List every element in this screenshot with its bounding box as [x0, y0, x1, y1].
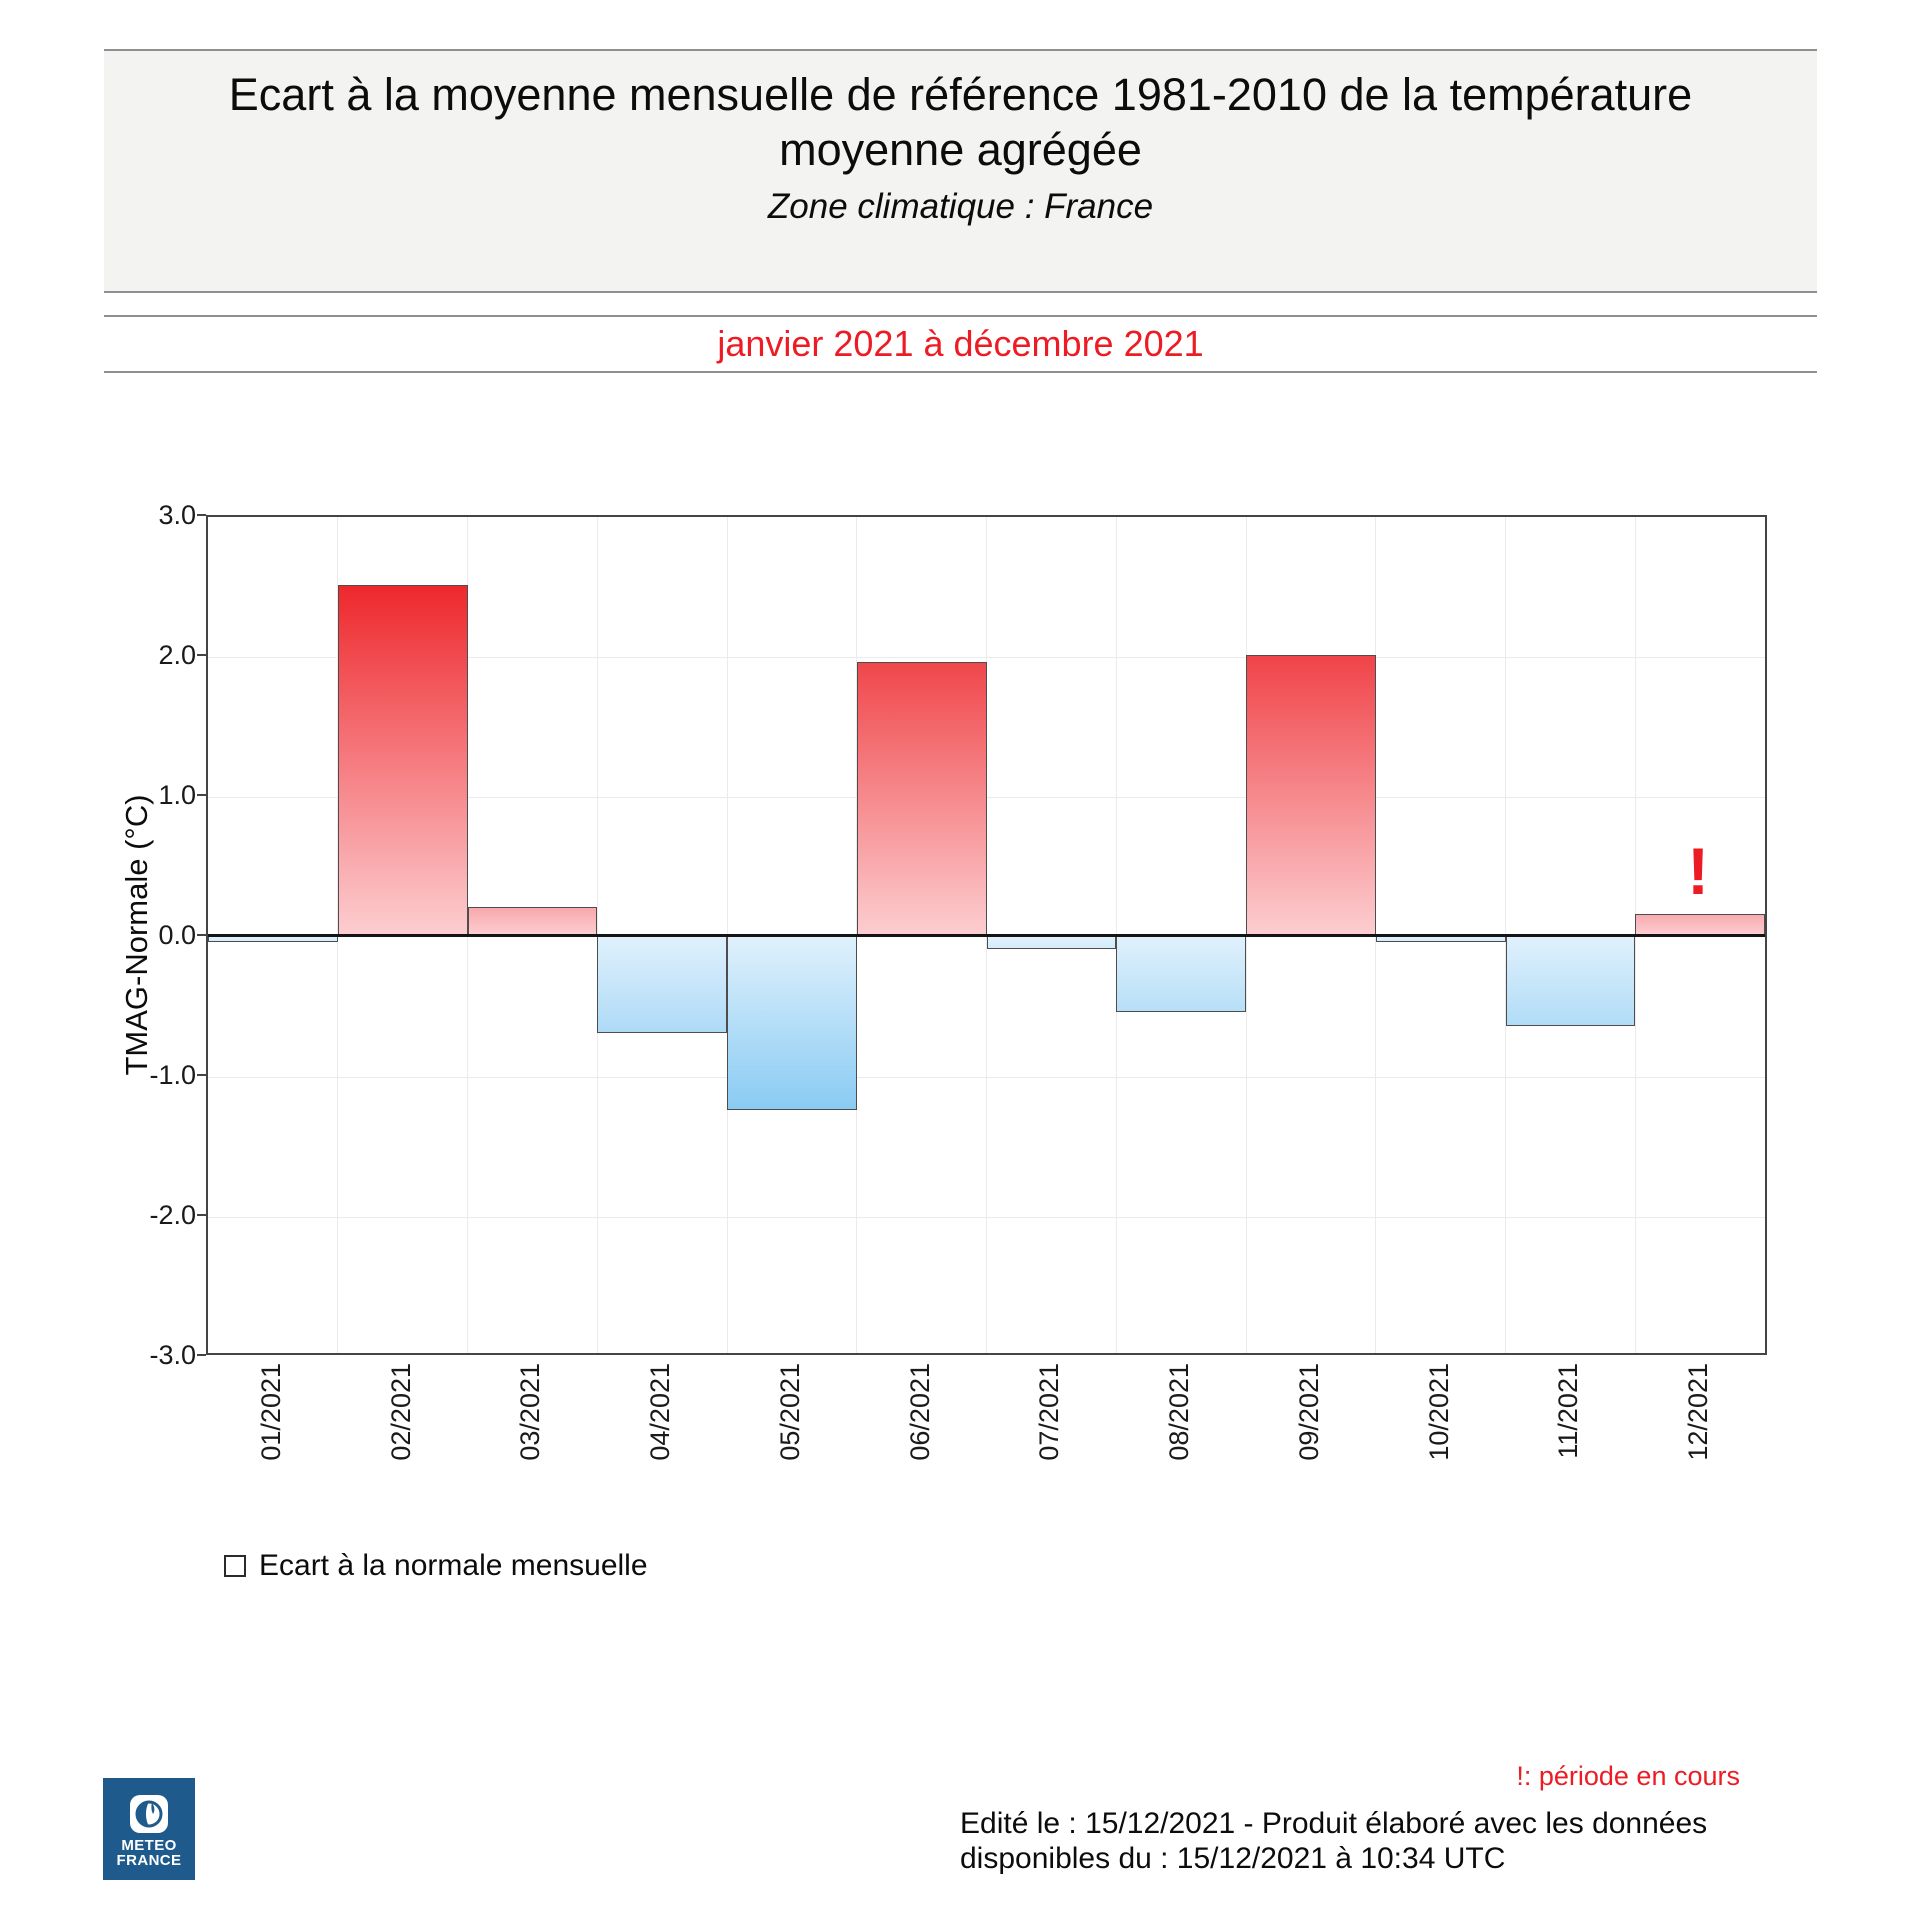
x-tick-label: 06/2021: [904, 1363, 935, 1461]
edited-line1: Edité le : 15/12/2021 - Produit élaboré avec les données: [960, 1807, 1708, 1840]
y-tick-label: 3.0: [158, 500, 196, 530]
header-band: [104, 49, 1817, 293]
y-tick: [197, 934, 206, 936]
y-tick: [197, 654, 206, 656]
y-tick-label: 2.0: [158, 640, 196, 670]
bar: [338, 585, 468, 935]
x-tick-label: 07/2021: [1034, 1363, 1065, 1461]
bar: [1506, 935, 1636, 1026]
meteo-france-logo-text: [117, 1838, 182, 1868]
period-band: [104, 315, 1817, 373]
y-tick: [197, 1214, 206, 1216]
y-tick: [197, 794, 206, 796]
y-tick: [197, 1074, 206, 1076]
logo-line1: METEO: [121, 1837, 177, 1854]
bar: [857, 662, 987, 935]
x-tick-label: 08/2021: [1164, 1363, 1195, 1461]
x-tick-label: 05/2021: [774, 1363, 805, 1461]
zero-line: [208, 934, 1765, 937]
legend: [224, 1549, 648, 1583]
x-tick-label: 12/2021: [1683, 1363, 1714, 1461]
chart-subtitle: Zone climatique : France: [767, 187, 1154, 226]
y-axis-title: TMAG-Normale (°C): [119, 794, 154, 1076]
y-tick-label: 1.0: [158, 780, 196, 810]
h-gridline: [208, 1217, 1765, 1218]
bar: [1635, 914, 1765, 935]
x-tick-label: 03/2021: [515, 1363, 546, 1461]
y-tick-label: -1.0: [149, 1060, 196, 1090]
bar: [727, 935, 857, 1110]
legend-label: Ecart à la normale mensuelle: [259, 1549, 648, 1582]
y-tick-label: -2.0: [149, 1200, 196, 1230]
edited-line2: disponibles du : 15/12/2021 à 10:34 UTC: [960, 1842, 1506, 1875]
period-label: janvier 2021 à décembre 2021: [717, 323, 1204, 364]
x-tick-label: 02/2021: [385, 1363, 416, 1461]
x-tick-label: 09/2021: [1293, 1363, 1324, 1461]
logo-line2: FRANCE: [116, 1852, 182, 1869]
plot-area: [206, 515, 1767, 1355]
chart-title: Ecart à la moyenne mensuelle de référence 1981-2010 de la température moyenne agrégée: [228, 69, 1693, 175]
bar: [468, 907, 598, 935]
x-tick-label: 11/2021: [1553, 1363, 1584, 1459]
bar: [987, 935, 1117, 949]
legend-swatch: [224, 1555, 246, 1577]
bar: [1246, 655, 1376, 935]
current-period-marker-icon: !: [1687, 834, 1710, 908]
y-tick: [197, 1354, 206, 1356]
h-gridline: [208, 1077, 1765, 1078]
meteo-france-logo: [103, 1778, 195, 1880]
meteo-france-icon: [127, 1792, 171, 1836]
y-tick-label: 0.0: [158, 920, 196, 950]
bar: [1116, 935, 1246, 1012]
edited-info: [960, 1806, 1707, 1876]
x-tick-label: 10/2021: [1423, 1363, 1454, 1461]
x-tick-label: 04/2021: [645, 1363, 676, 1461]
bar: [597, 935, 727, 1033]
x-tick-label: 01/2021: [255, 1363, 286, 1461]
footer-period-note: !: période en cours: [1516, 1761, 1740, 1791]
y-tick: [197, 514, 206, 516]
y-tick-label: -3.0: [149, 1340, 196, 1370]
